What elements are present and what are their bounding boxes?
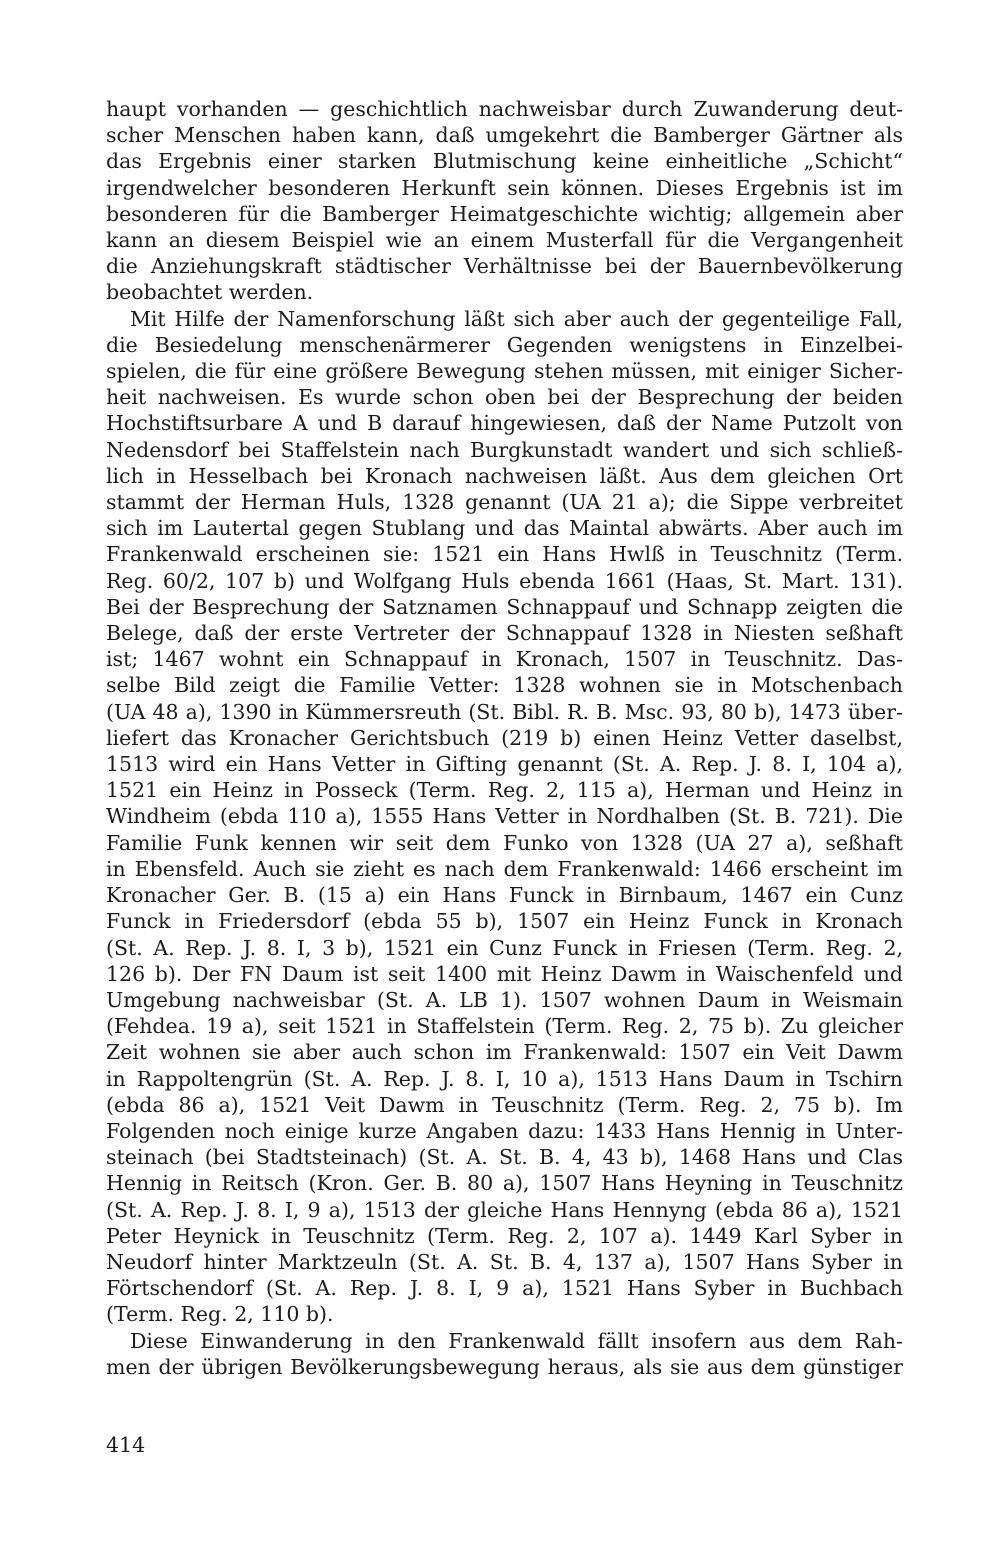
text-line: Mit Hilfe der Namenforschung läßt sich aber auch der gegenteilige Fall,	[130, 306, 903, 331]
text-line: lich in Hesselbach bei Kronach nachweisen läßt. Aus dem gleichen Ort	[106, 463, 903, 488]
book-page	[106, 96, 903, 1506]
text-line: Kronacher Ger. B. (15 a) ein Hans Funck in Birnbaum, 1467 ein Cunz	[106, 883, 903, 908]
text-line: 1521 ein Heinz in Posseck (Term. Reg. 2, 115 a), Herman und Heinz in	[106, 778, 903, 803]
text-line: Frankenwald erscheinen sie: 1521 ein Hans Hwlß in Teuschnitz (Term.	[106, 542, 903, 567]
text-line: liefert das Kronacher Gerichtsbuch (219 b) einen Heinz Vetter daselbst,	[106, 725, 903, 750]
paragraph	[106, 1328, 903, 1380]
text-line: heit nachweisen. Es wurde schon oben bei der Besprechung der beiden	[106, 385, 903, 410]
text-line: Nedensdorf bei Staffelstein nach Burgkunstadt wandert und sich schließ-	[106, 437, 903, 462]
text-line: irgendwelcher besonderen Herkunft sein können. Dieses Ergebnis ist im	[106, 175, 903, 200]
text-line: Diese Einwanderung in den Frankenwald fällt insofern aus dem Rah-	[130, 1328, 903, 1353]
text-line: (UA 48 a), 1390 in Kümmersreuth (St. Bibl. R. B. Msc. 93, 80 b), 1473 über-	[106, 699, 903, 724]
text-line: Peter Heynick in Teuschnitz (Term. Reg. 2, 107 a). 1449 Karl Syber in	[106, 1223, 903, 1248]
text-line: (ebda 86 a), 1521 Veit Dawm in Teuschnitz (Term. Reg. 2, 75 b). Im	[106, 1092, 903, 1117]
text-line: 1513 wird ein Hans Vetter in Gifting genannt (St. A. Rep. J. 8. I, 104 a),	[106, 752, 903, 777]
text-line: (St. A. Rep. J. 8. I, 3 b), 1521 ein Cunz Funck in Friesen (Term. Reg. 2,	[106, 935, 903, 960]
text-line: das Ergebnis einer starken Blutmischung keine einheitliche „Schicht“	[106, 149, 903, 174]
text-line: (Fehdea. 19 a), seit 1521 in Staffelstein (Term. Reg. 2, 75 b). Zu gleicher	[106, 1014, 903, 1039]
text-line: selbe Bild zeigt die Familie Vetter: 1328 wohnen sie in Motschenbach	[106, 673, 903, 698]
paragraph	[106, 306, 903, 1328]
text-line: die Besiedelung menschenärmerer Gegenden wenigstens in Einzelbei-	[106, 332, 903, 357]
text-line: Bei der Besprechung der Satznamen Schnappauf und Schnapp zeigten die	[106, 594, 903, 619]
text-line: Windheim (ebda 110 a), 1555 Hans Vetter in Nordhalben (St. B. 721). Die	[106, 804, 903, 829]
text-line: besonderen für die Bamberger Heimatgeschichte wichtig; allgemein aber	[106, 201, 903, 226]
text-line: scher Menschen haben kann, daß umgekehrt die Bamberger Gärtner als	[106, 123, 903, 148]
text-line: Umgebung nachweisbar (St. A. LB 1). 1507 wohnen Daum in Weismain	[106, 987, 903, 1012]
text-line: steinach (bei Stadtsteinach) (St. A. St. B. 4, 43 b), 1468 Hans und Clas	[106, 1145, 903, 1170]
text-line: (Term. Reg. 2, 110 b).	[106, 1302, 334, 1327]
text-line: Neudorf hinter Marktzeuln (St. A. St. B. 4, 137 a), 1507 Hans Syber in	[106, 1249, 903, 1274]
text-line: Zeit wohnen sie aber auch schon im Frankenwald: 1507 ein Veit Dawm	[106, 1040, 903, 1065]
text-line: beobachtet werden.	[106, 280, 314, 305]
text-line: sich im Lautertal gegen Stublang und das Maintal abwärts. Aber auch im	[106, 516, 903, 541]
text-line: Förtschendorf (St. A. Rep. J. 8. I, 9 a), 1521 Hans Syber in Buchbach	[106, 1276, 903, 1301]
text-line: Hochstiftsurbare A und B darauf hingewiesen, daß der Name Putzolt von	[106, 411, 903, 436]
text-line: Belege, daß der erste Vertreter der Schnappauf 1328 in Niesten seßhaft	[106, 621, 903, 646]
text-line: spielen, die für eine größere Bewegung stehen müssen, mit einiger Sicher-	[106, 359, 903, 384]
text-line: in Rappoltengrün (St. A. Rep. J. 8. I, 10 a), 1513 Hans Daum in Tschirn	[106, 1066, 903, 1091]
text-line: Folgenden noch einige kurze Angaben dazu: 1433 Hans Hennig in Unter-	[106, 1118, 903, 1143]
text-line: in Ebensfeld. Auch sie zieht es nach dem Frankenwald: 1466 erscheint im	[106, 856, 903, 881]
page-number: 414	[106, 1433, 146, 1457]
text-line: stammt der Herman Huls, 1328 genannt (UA 21 a); die Sippe verbreitet	[106, 490, 903, 515]
text-line: kann an diesem Beispiel wie an einem Musterfall für die Vergangenheit	[106, 228, 903, 253]
text-line: ist; 1467 wohnt ein Schnappauf in Kronach, 1507 in Teuschnitz. Das-	[106, 647, 903, 672]
text-line: Reg. 60/2, 107 b) und Wolfgang Huls ebenda 1661 (Haas, St. Mart. 131).	[106, 568, 903, 593]
text-line: (St. A. Rep. J. 8. I, 9 a), 1513 der gleiche Hans Hennyng (ebda 86 a), 1521	[106, 1197, 903, 1222]
text-line: die Anziehungskraft städtischer Verhältnisse bei der Bauernbevölkerung	[106, 254, 903, 279]
body-text	[106, 96, 903, 1380]
text-line: Familie Funk kennen wir seit dem Funko von 1328 (UA 27 a), seßhaft	[106, 830, 903, 855]
text-line: men der übrigen Bevölkerungsbewegung heraus, als sie aus dem günstiger	[106, 1354, 903, 1379]
text-line: 126 b). Der FN Daum ist seit 1400 mit Heinz Dawm in Waischenfeld und	[106, 961, 903, 986]
text-line: haupt vorhanden — geschichtlich nachweisbar durch Zuwanderung deut-	[106, 97, 903, 121]
text-line: Hennig in Reitsch (Kron. Ger. B. 80 a), 1507 Hans Heyning in Teuschnitz	[106, 1171, 903, 1196]
paragraph	[106, 96, 903, 306]
text-line: Funck in Friedersdorf (ebda 55 b), 1507 ein Heinz Funck in Kronach	[106, 909, 903, 934]
